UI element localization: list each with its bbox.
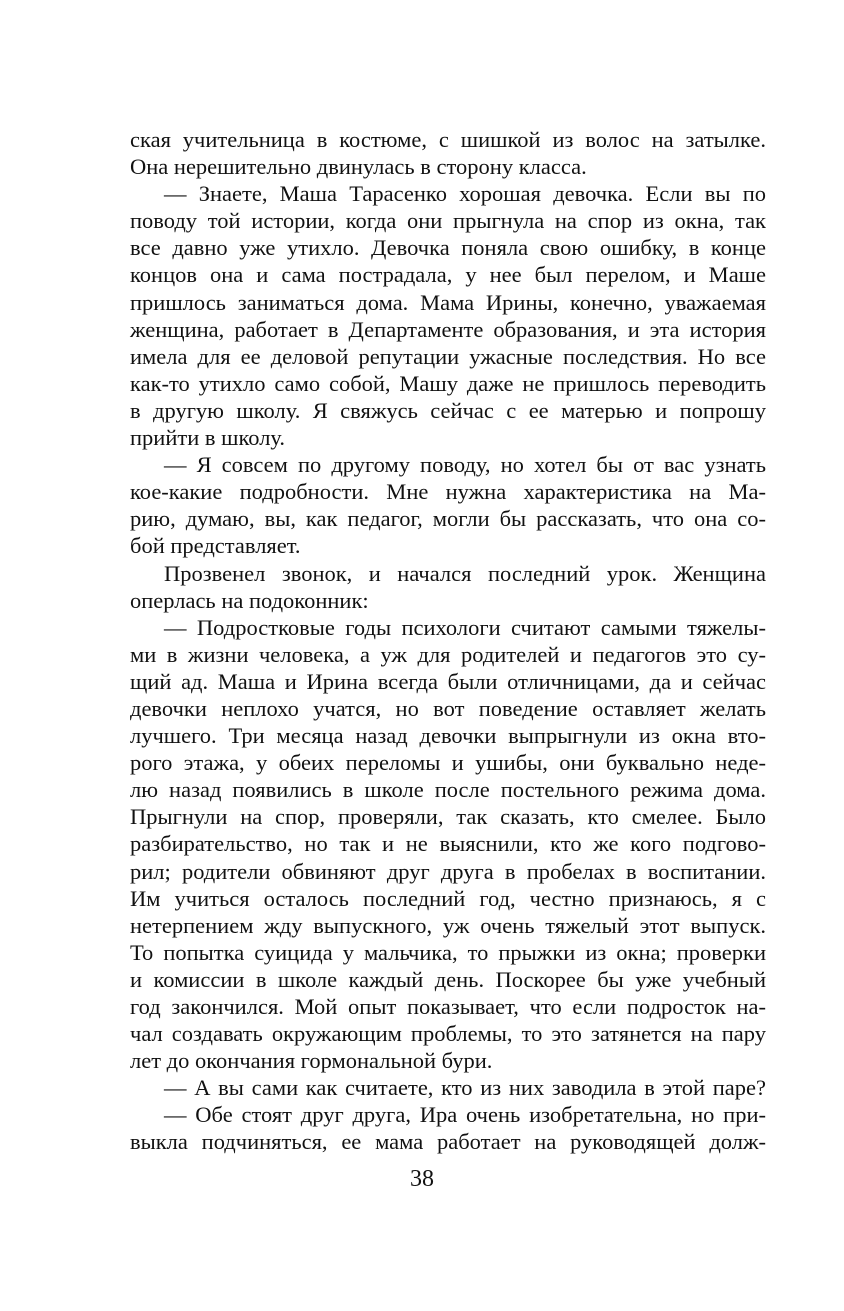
text-line: поводу той истории, когда они прыгнула на спор из окна, так [130,208,766,234]
text-line: рил; родители обвиняют друг друга в пробелах в воспитании. [130,858,766,884]
text-line: ская учительница в костюме, с шишкой из волос на затылке. [130,127,766,152]
text-line: женщина, работает в Департаменте образования, и эта история [130,316,766,342]
book-page-text [130,126,766,1156]
text-line: лю назад появились в школе после постельного режима дома. [130,777,766,803]
text-line: концов она и сама пострадала, у нее был перелом, и Маше [130,262,766,288]
text-line: нетерпением жду выпускного, уж очень тяжелый этот выпуск. [130,912,766,938]
text-line: пришлось заниматься дома. Мама Ирины, конечно, уважаемая [130,289,766,315]
text-line: — А вы сами как считаете, кто из них заводила в этой паре? [164,1075,766,1101]
text-line: в другую школу. Я свяжусь сейчас с ее матерью и попрошу [130,397,766,423]
text-line: щий ад. Маша и Ирина всегда были отличницами, да и сейчас [130,668,766,694]
text-line: выкла подчиняться, ее мама работает на руководящей долж- [130,1129,766,1155]
text-line: год закончился. Мой опыт показывает, что если подросток на- [130,994,766,1019]
text-line: бой представляет. [130,533,301,559]
text-line: — Я совсем по другому поводу, но хотел бы от вас узнать [164,452,766,478]
text-line: лет до окончания гормональной бури. [130,1048,493,1074]
text-line: — Знаете, Маша Тарасенко хорошая девочка. Если вы по [164,181,766,207]
text-line: рию, думаю, вы, как педагог, могли бы рассказать, что она со- [130,506,766,532]
text-line: все давно уже утихло. Девочка поняла свою ошибку, в конце [130,235,766,261]
page-number: 38 [410,1166,434,1192]
text-line: Она нерешительно двинулась в сторону класса. [130,154,587,180]
text-line: разбирательство, но так и не выяснили, кто же кого подгово- [130,831,766,857]
text-line: кое-какие подробности. Мне нужна характеристика на Ма- [130,479,766,505]
text-line: рого этажа, у обеих переломы и ушибы, они буквально неде- [130,750,766,776]
text-line: и комиссии в школе каждый день. Поскорее бы уже учебный [130,966,766,992]
text-line: прийти в школу. [130,425,286,451]
text-line: ми в жизни человека, а уж для родителей и педагогов это су- [130,641,766,667]
text-line: — Подростковые годы психологи считают самыми тяжелы- [164,614,766,640]
text-line: как-то утихло само собой, Машу даже не пришлось переводить [130,370,766,396]
text-line: имела для ее деловой репутации ужасные последствия. Но все [130,343,766,369]
text-line: лучшего. Три месяца назад девочки выпрыгнули из окна вто- [130,723,766,749]
text-line: Прыгнули на спор, проверяли, так сказать, кто смелее. Было [130,804,766,830]
text-line: оперлась на подоконник: [130,587,369,613]
text-line: чал создавать окружающим проблемы, то это затянется на пару [130,1021,766,1047]
text-line: То попытка суицида у мальчика, то прыжки из окна; проверки [130,939,766,965]
text-line: девочки неплохо учатся, но вот поведение оставляет желать [130,695,766,721]
text-line: Прозвенел звонок, и начался последний урок. Женщина [164,560,766,586]
text-line: Им учиться осталось последний год, честно признаюсь, я с [130,885,766,911]
text-line: — Обе стоят друг друга, Ира очень изобретательна, но при- [164,1102,766,1128]
